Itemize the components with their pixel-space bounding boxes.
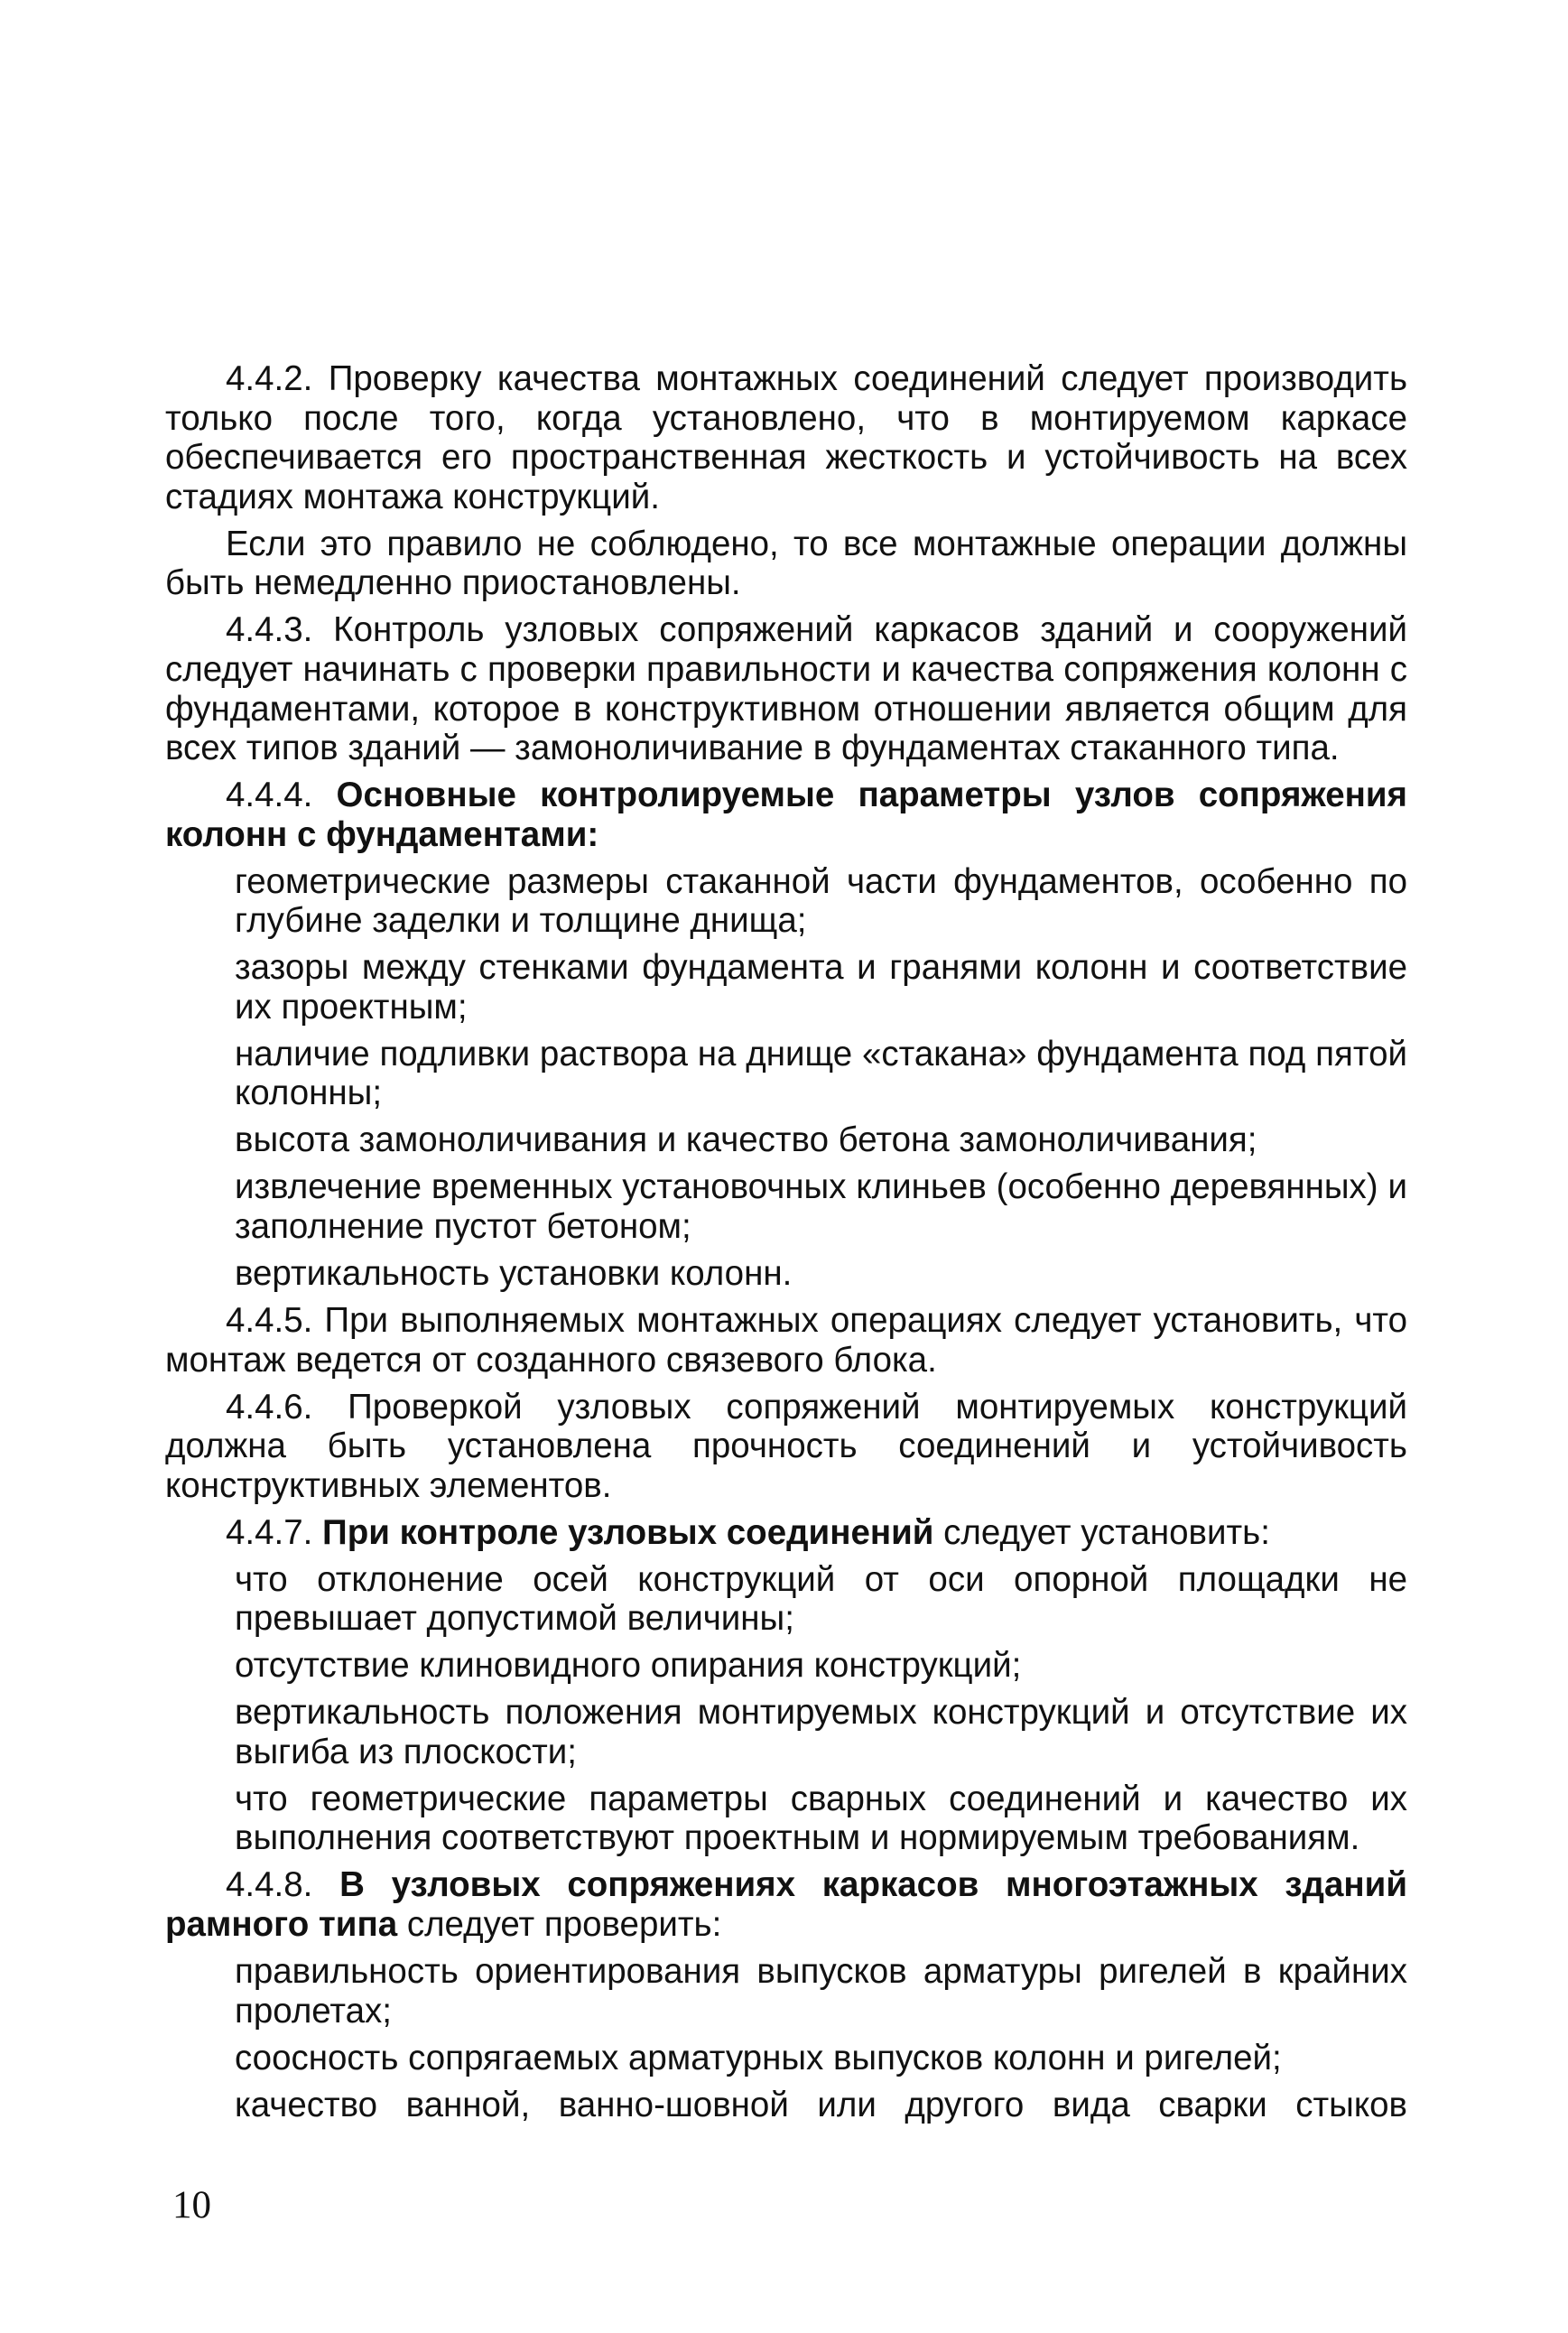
- paragraph-4-4-7: [165, 1513, 1407, 1553]
- page-number: 10: [172, 2184, 211, 2226]
- list-item-text: соосность сопрягаемых арматурных выпусков колонн и ригелей;: [235, 2038, 1282, 2077]
- paragraph-4-4-2: [165, 359, 1407, 516]
- clause-number: 4.4.6.: [226, 1387, 313, 1427]
- list-item-text: высота замоноличивания и качество бетона замоноличивания;: [235, 1120, 1257, 1160]
- body-text: [165, 359, 1407, 2133]
- list-item: [165, 1167, 1407, 1246]
- bold-heading: В узловых сопряжениях каркасов многоэтажных зданий рамного типа: [165, 1865, 1407, 1945]
- bold-heading: При контроле узловых соединений: [322, 1512, 934, 1552]
- list-item-text: что геометрические параметры сварных соединений и качество их выполнения соответствуют проектным и нормируемым требованиям.: [235, 1779, 1407, 1858]
- clause-number: 4.4.3.: [226, 610, 313, 650]
- clause-number: 4.4.8.: [226, 1865, 313, 1905]
- paragraph-4-4-8: [165, 1865, 1407, 1944]
- clause-number: 4.4.7.: [226, 1512, 313, 1552]
- paragraph-text: Если это правило не соблюдено, то все монтажные операции должны быть немедленно приостановлены.: [165, 524, 1407, 603]
- paragraph: [165, 525, 1407, 603]
- list-item: [165, 2039, 1407, 2078]
- list-item-text: геометрические размеры стаканной части фундаментов, особенно по глубине заделки и толщине днища;: [235, 861, 1407, 941]
- paragraph-text: Проверкой узловых сопряжений монтируемых конструкций должна быть установлена прочность соединений и устойчивость конструктивных элементов.: [165, 1387, 1407, 1505]
- paragraph-4-4-3: [165, 610, 1407, 767]
- list-item-text: что отклонение осей конструкций от оси опорной площадки не превышает допустимой величины;: [235, 1559, 1407, 1639]
- list-item-text: качество ванной, ванно-шовной или другого вида сварки стыков: [235, 2085, 1407, 2124]
- clause-number: 4.4.2.: [226, 359, 313, 398]
- list-item-text: наличие подливки раствора на днище «стакана» фундамента под пятой колонны;: [235, 1034, 1407, 1113]
- paragraph-4-4-6: [165, 1388, 1407, 1506]
- list-item: [165, 862, 1407, 941]
- list-item-text: вертикальность положения монтируемых конструкций и отсутствие их выгиба из плоскости;: [235, 1693, 1407, 1771]
- list-item: [165, 948, 1407, 1027]
- paragraph-text: следует проверить:: [406, 1905, 722, 1945]
- list-item-text: извлечение временных установочных клиньев (особенно деревянных) и заполнение пустот бетоном;: [235, 1167, 1407, 1246]
- list-item: [165, 1780, 1407, 1858]
- list-item: [165, 1120, 1407, 1160]
- bold-heading: Основные контролируемые параметры узлов сопряжения колонн с фундаментами:: [165, 776, 1407, 854]
- list-item: [165, 1646, 1407, 1686]
- list-item: [165, 1693, 1407, 1771]
- list-item-text: отсутствие клиновидного опирания конструкций;: [235, 1646, 1022, 1686]
- clause-number: 4.4.5.: [226, 1300, 313, 1340]
- clause-number: 4.4.4.: [226, 776, 313, 815]
- list-item-text: правильность ориентирования выпусков арматуры ригелей в крайних пролетах;: [235, 1952, 1407, 2031]
- list-item: [165, 1952, 1407, 2031]
- paragraph-text: следует установить:: [943, 1512, 1270, 1552]
- list-item: [165, 1035, 1407, 1113]
- list-item: [165, 1560, 1407, 1639]
- list-item-text: зазоры между стенками фундамента и гранями колонн и соответствие их проектным;: [235, 948, 1407, 1027]
- paragraph-text: При выполняемых монтажных операциях следует установить, что монтаж ведется от созданного связевого блока.: [165, 1300, 1407, 1380]
- paragraph-text: Проверку качества монтажных соединений следует производить только после того, когда установлено, что в монтируемом каркасе обеспечивается его пространственная жесткость и устойчивость на всех стадиях монтажа конструкций.: [165, 359, 1407, 516]
- paragraph-4-4-5: [165, 1301, 1407, 1380]
- paragraph-text: Контроль узловых сопряжений каркасов зданий и сооружений следует начинать с проверки правильности и качества сопряжения колонн с фундаментами, которое в конструктивном отношении является общим для всех типов зданий — замоноличивание в фундаментах стаканного типа.: [165, 610, 1407, 768]
- list-item: [165, 2086, 1407, 2125]
- list-item-text: вертикальность установки колонн.: [235, 1253, 793, 1293]
- paragraph-4-4-4: [165, 776, 1407, 854]
- list-item: [165, 1254, 1407, 1294]
